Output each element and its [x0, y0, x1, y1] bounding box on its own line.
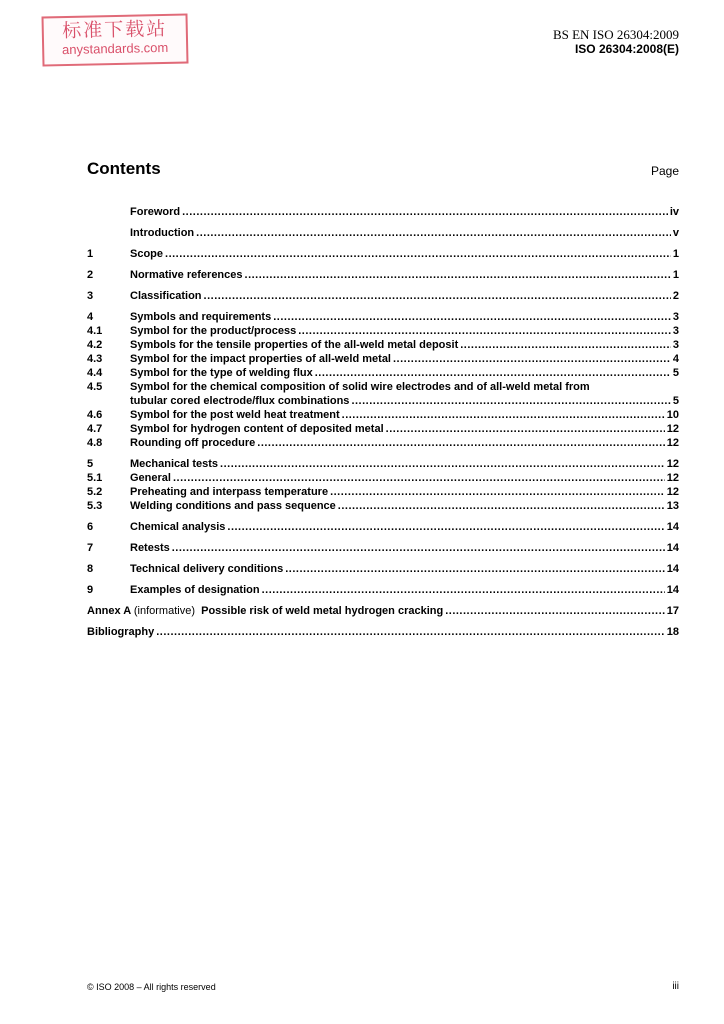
dot-leader: [257, 436, 664, 450]
header-standard: BS EN ISO 26304:2009: [552, 27, 679, 42]
dot-leader: [315, 366, 671, 380]
dot-leader: [227, 520, 664, 534]
toc-entry-title: Scope: [130, 248, 164, 260]
toc-entry-page: 14: [666, 584, 679, 596]
toc-entry-number: 4.8: [87, 437, 103, 449]
header-iso: ISO 26304:2008(E): [574, 42, 679, 56]
annex-label: Annex A: [87, 605, 131, 617]
toc-entry-number: 3: [87, 290, 94, 302]
toc-entry-title: Rounding off procedure: [130, 437, 256, 449]
toc-entry-title: Symbol for the chemical composition of solid wire electrodes and of all-weld metal from: [130, 381, 590, 393]
toc-entry-annex-a[interactable]: [87, 604, 679, 618]
toc-entry[interactable]: [87, 324, 679, 338]
toc-entry[interactable]: [87, 366, 679, 380]
toc-entry-number: 4.6: [87, 409, 103, 421]
toc-group: [87, 268, 679, 282]
annex-page: 17: [666, 605, 679, 617]
dot-leader: [298, 324, 671, 338]
toc-entry[interactable]: [87, 436, 679, 450]
page-column-label: Page: [650, 164, 679, 178]
toc-group: [87, 562, 679, 576]
toc-entry-number: 4.5: [87, 381, 103, 393]
toc-entry-title: General: [130, 472, 171, 484]
toc-entry-number: 7: [87, 542, 94, 554]
toc-entry[interactable]: [87, 485, 679, 499]
toc-entry-number: 1: [87, 248, 94, 260]
toc-entry-number: 4: [87, 311, 94, 323]
toc-entry-title: Symbol for the impact properties of all-weld metal: [130, 353, 391, 365]
toc-entry-title: Chemical analysis: [130, 521, 226, 533]
dot-leader: [351, 394, 670, 408]
toc-entry-title: Technical delivery conditions: [130, 563, 284, 575]
toc-entry-title: Foreword: [130, 206, 181, 218]
toc-entry-title: Classification: [130, 290, 202, 302]
dot-leader: [386, 422, 665, 436]
toc-group: [87, 457, 679, 513]
dot-leader: [220, 457, 665, 471]
dot-leader: [172, 541, 665, 555]
toc-group: [87, 520, 679, 534]
toc-entry-number: 4.1: [87, 325, 103, 337]
toc-entry-page: 3: [672, 325, 679, 337]
annex-note: (informative): [133, 605, 195, 617]
toc-group: [87, 541, 679, 555]
toc-entry-number: 5.2: [87, 486, 103, 498]
toc-entry-title: Symbol for the post weld heat treatment: [130, 409, 340, 421]
toc-entry-page: 1: [672, 248, 679, 260]
toc-entry[interactable]: [87, 394, 679, 408]
toc-entry-page: 12: [666, 423, 679, 435]
toc-entry-number: 2: [87, 269, 94, 281]
toc-entry[interactable]: [87, 499, 679, 513]
stamp-site: anystandards.com: [61, 39, 169, 58]
toc-entry-number: [87, 205, 130, 219]
dot-leader: [273, 310, 671, 324]
dot-leader: [342, 408, 665, 422]
toc-entry[interactable]: [87, 226, 679, 240]
toc-entry-page: 12: [666, 472, 679, 484]
toc-entry-page: 12: [666, 458, 679, 470]
toc-entry[interactable]: [87, 408, 679, 422]
toc-group: [87, 247, 679, 261]
toc-entry-title: Mechanical tests: [130, 458, 219, 470]
toc-entry-number: 4.2: [87, 339, 103, 351]
dot-leader: [245, 268, 671, 282]
toc-entry-page: 3: [672, 339, 679, 351]
toc-entry-bibliography[interactable]: [87, 625, 679, 639]
toc-entry-number: 4.7: [87, 423, 103, 435]
toc-entry-number: 5.3: [87, 500, 103, 512]
toc-entry[interactable]: [87, 520, 679, 534]
dot-leader: [196, 226, 671, 240]
page-title: Contents: [87, 159, 161, 178]
toc-entry[interactable]: [87, 310, 679, 324]
toc-entry-number: [87, 226, 130, 240]
toc-entry-title: Examples of designation: [130, 584, 260, 596]
dot-leader: [338, 499, 665, 513]
toc-entry-page: 4: [672, 353, 679, 365]
dot-leader: [165, 247, 671, 261]
toc-entry[interactable]: [87, 268, 679, 282]
toc-entry-title: Symbol for the product/process: [130, 325, 297, 337]
toc-group: [87, 310, 679, 450]
dot-leader: [204, 289, 671, 303]
toc-entry-page: 14: [666, 563, 679, 575]
toc-entry-page: iv: [669, 206, 679, 218]
toc-entry[interactable]: [87, 457, 679, 471]
toc-entry[interactable]: [87, 247, 679, 261]
dot-leader: [460, 338, 671, 352]
bibliography-page: 18: [666, 626, 679, 638]
footer-copyright: © ISO 2008 – All rights reserved: [87, 982, 216, 992]
toc-entry-title: Normative references: [130, 269, 243, 281]
table-of-contents: [87, 205, 679, 646]
toc-entry-page: 13: [666, 500, 679, 512]
toc-entry-page: 12: [666, 486, 679, 498]
toc-entry-page: 2: [672, 290, 679, 302]
toc-entry-page: 3: [672, 311, 679, 323]
watermark-stamp: [41, 13, 188, 66]
toc-entry-title: Retests: [130, 542, 170, 554]
toc-entry-title: Preheating and interpass temperature: [130, 486, 329, 498]
toc-entry-page: 10: [666, 409, 679, 421]
toc-entry[interactable]: [87, 541, 679, 555]
dot-leader: [445, 604, 665, 618]
toc-entry-page: 14: [666, 521, 679, 533]
toc-group: [87, 289, 679, 303]
footer-page-number: iii: [672, 981, 679, 992]
toc-entry-page: 14: [666, 542, 679, 554]
dot-leader: [285, 562, 665, 576]
toc-entry[interactable]: [87, 562, 679, 576]
dot-leader: [262, 583, 665, 597]
toc-entry[interactable]: [87, 338, 679, 352]
bibliography-title: Bibliography: [87, 626, 155, 638]
toc-entry-title: Symbol for hydrogen content of deposited metal: [130, 423, 384, 435]
toc-entry-page: v: [672, 227, 679, 239]
toc-entry[interactable]: [87, 471, 679, 485]
toc-entry-number: 4.4: [87, 367, 103, 379]
toc-group: [87, 583, 679, 597]
toc-entry-number: 5: [87, 458, 94, 470]
annex-title: Possible risk of weld metal hydrogen cracking: [201, 605, 444, 617]
toc-entry-number: 5.1: [87, 472, 103, 484]
toc-entry-number: 6: [87, 521, 94, 533]
stamp-chinese: 标准下载站: [62, 17, 168, 43]
toc-entry-number: 9: [87, 584, 94, 596]
toc-entry-title: Symbols and requirements: [130, 311, 272, 323]
toc-entry-number: 8: [87, 563, 94, 575]
dot-leader: [182, 205, 668, 219]
dot-leader: [330, 485, 665, 499]
toc-entry-page: 5: [672, 395, 679, 407]
toc-entry[interactable]: [87, 205, 679, 219]
toc-entry[interactable]: [87, 380, 679, 394]
dot-leader: [393, 352, 671, 366]
toc-entry[interactable]: [87, 289, 679, 303]
toc-entry-title: tubular cored electrode/flux combinations: [130, 395, 350, 407]
toc-entry[interactable]: [87, 422, 679, 436]
dot-leader: [173, 471, 665, 485]
toc-entry-number: 4.3: [87, 353, 103, 365]
toc-group: [87, 226, 679, 240]
toc-entry-title: Welding conditions and pass sequence: [130, 500, 336, 512]
toc-entry[interactable]: [87, 583, 679, 597]
toc-entry-title: Symbols for the tensile properties of the all-weld metal deposit: [130, 339, 459, 351]
dot-leader: [156, 625, 665, 639]
toc-entry-number: [87, 394, 130, 408]
toc-entry-page: 5: [672, 367, 679, 379]
toc-entry-page: 1: [672, 269, 679, 281]
toc-group: [87, 205, 679, 219]
toc-entry[interactable]: [87, 352, 679, 366]
toc-entry-title: Introduction: [130, 227, 195, 239]
toc-entry-page: 12: [666, 437, 679, 449]
toc-entry-title: Symbol for the type of welding flux: [130, 367, 313, 379]
